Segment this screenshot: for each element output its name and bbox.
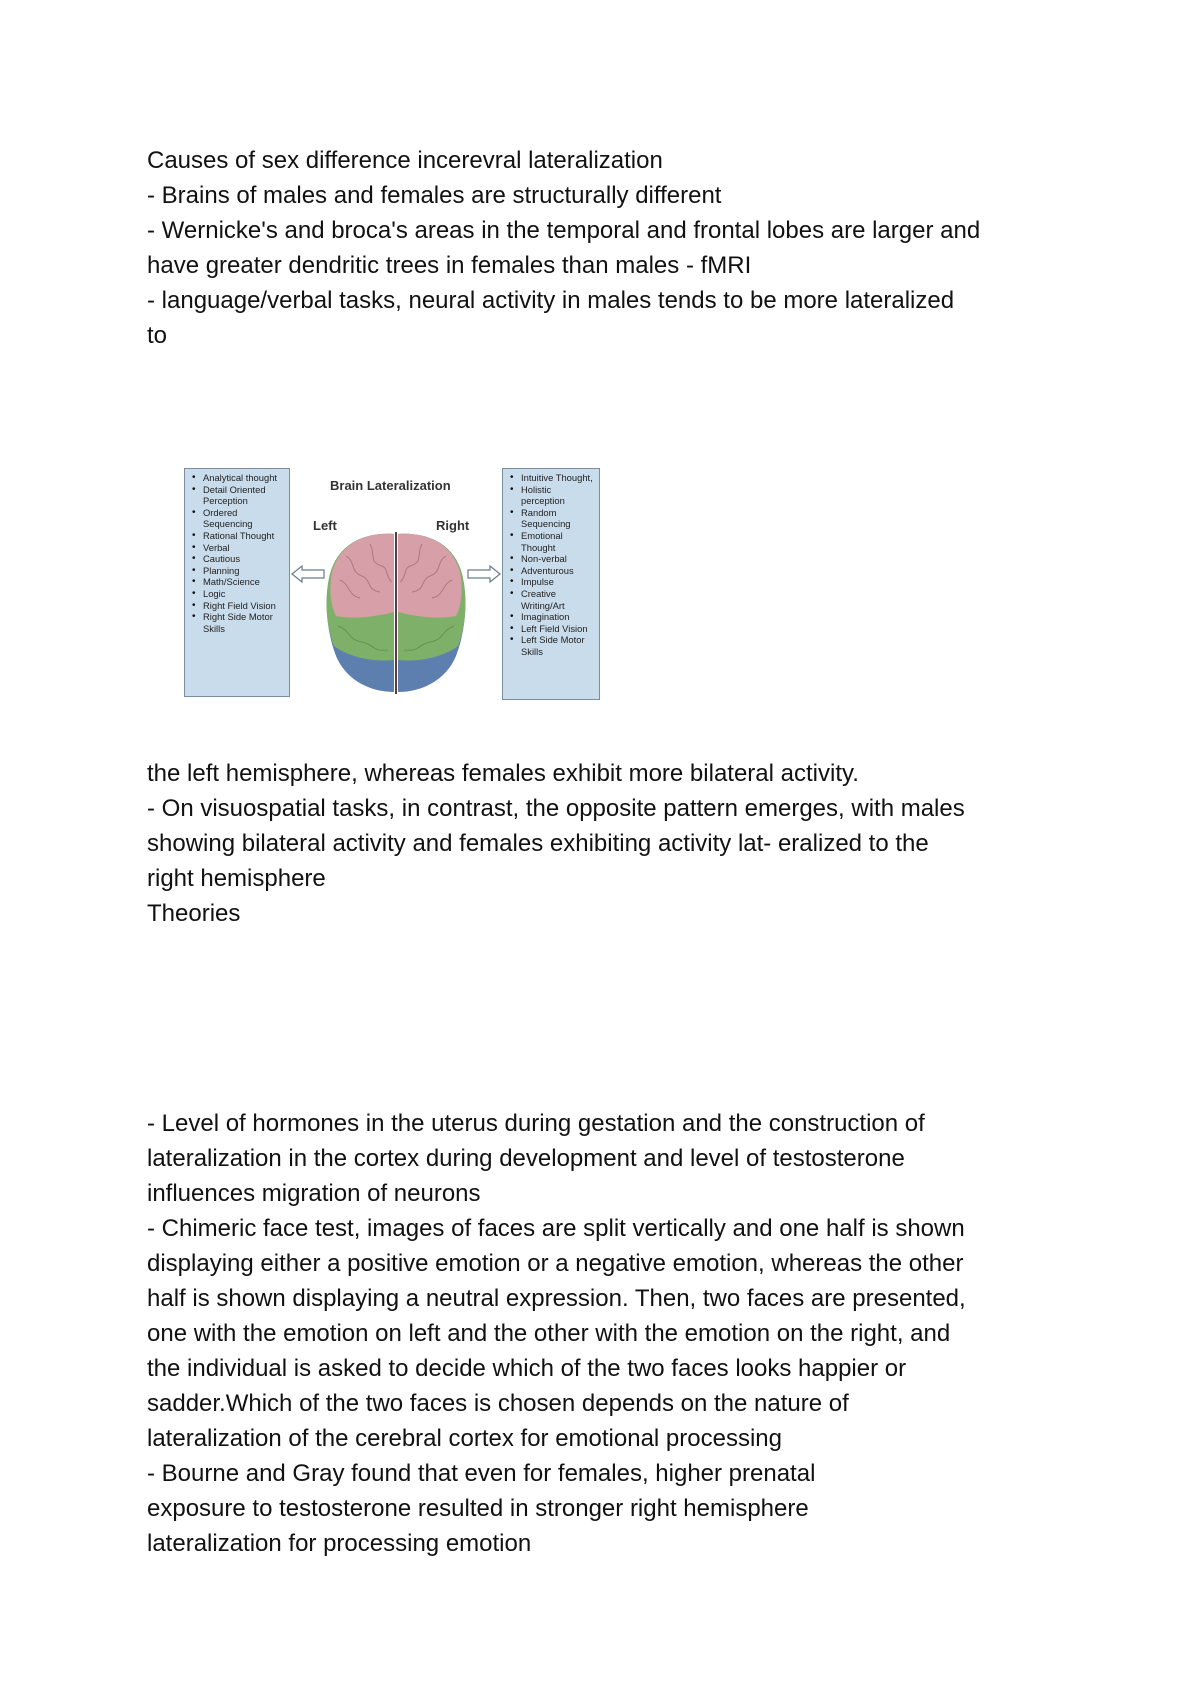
- text-line: - Brains of males and females are structurally different: [147, 182, 722, 209]
- list-item: • Cautious: [203, 553, 287, 565]
- list-item: • Adventurous: [521, 565, 597, 577]
- list-item: • Imagination: [521, 611, 597, 623]
- figure-title: Brain Lateralization: [330, 478, 451, 493]
- left-hemisphere-traits-panel: [184, 468, 290, 697]
- list-item: • Detail Oriented Perception: [203, 484, 287, 507]
- brain-illustration: [290, 526, 502, 698]
- text-line: exposure to testosterone resulted in stronger right hemisphere: [147, 1495, 809, 1522]
- text-line: showing bilateral activity and females exhibiting activity lat- eralized to the: [147, 830, 929, 857]
- list-item: • Non-verbal: [521, 553, 597, 565]
- text-line: right hemisphere: [147, 865, 326, 892]
- list-item: • Analytical thought: [203, 472, 287, 484]
- list-item: • Intuitive Thought,: [521, 472, 597, 484]
- text-block-causes: [147, 143, 1087, 353]
- right-traits-list: [507, 472, 597, 658]
- text-line: - Wernicke's and broca's areas in the temporal and frontal lobes are larger and: [147, 217, 981, 244]
- left-arrow-icon: [292, 566, 324, 582]
- text-block-continuation: [147, 756, 1087, 931]
- text-line: - Level of hormones in the uterus during gestation and the construction of: [147, 1110, 925, 1137]
- list-item: • Holistic perception: [521, 484, 597, 507]
- right-label: Right: [436, 518, 470, 533]
- list-item: • Right Field Vision: [203, 600, 287, 612]
- left-label: Left: [313, 518, 337, 533]
- heading-theories: Theories: [147, 900, 241, 927]
- list-item: • Logic: [203, 588, 287, 600]
- text-line: displaying either a positive emotion or a negative emotion, whereas the other: [147, 1250, 964, 1277]
- text-line: sadder.Which of the two faces is chosen depends on the nature of: [147, 1390, 849, 1417]
- list-item: • Left Side Motor Skills: [521, 634, 597, 657]
- brain-icon: [327, 532, 466, 694]
- text-line: have greater dendritic trees in females than males - fMRI: [147, 252, 752, 279]
- text-line: to: [147, 322, 168, 349]
- text-line: the individual is asked to decide which of the two faces looks happier or: [147, 1355, 907, 1382]
- list-item: • Verbal: [203, 542, 287, 554]
- list-item: • Random Sequencing: [521, 507, 597, 530]
- text-line: - language/verbal tasks, neural activity in males tends to be more lateralized: [147, 287, 955, 314]
- list-item: • Impulse: [521, 576, 597, 588]
- brain-lateralization-figure: [184, 468, 604, 700]
- text-line: - Chimeric face test, images of faces are split vertically and one half is shown: [147, 1215, 965, 1242]
- text-line: half is shown displaying a neutral expression. Then, two faces are presented,: [147, 1285, 966, 1312]
- list-item: • Rational Thought: [203, 530, 287, 542]
- list-item: • Creative Writing/Art: [521, 588, 597, 611]
- text-block-theories: [147, 1106, 1087, 1561]
- right-hemisphere-traits-panel: [502, 468, 600, 700]
- left-traits-list: [189, 472, 287, 634]
- list-item: • Right Side Motor Skills: [203, 611, 287, 634]
- text-line: the left hemisphere, whereas females exhibit more bilateral activity.: [147, 760, 859, 787]
- list-item: • Math/Science: [203, 576, 287, 588]
- text-line: - Bourne and Gray found that even for females, higher prenatal: [147, 1460, 816, 1487]
- right-arrow-icon: [468, 566, 500, 582]
- text-line: lateralization for processing emotion: [147, 1530, 532, 1557]
- text-line: one with the emotion on left and the other with the emotion on the right, and: [147, 1320, 951, 1347]
- list-item: • Ordered Sequencing: [203, 507, 287, 530]
- list-item: • Planning: [203, 565, 287, 577]
- heading-causes: Causes of sex difference incerevral lateralization: [147, 147, 663, 174]
- list-item: • Left Field Vision: [521, 623, 597, 635]
- text-line: influences migration of neurons: [147, 1180, 481, 1207]
- text-line: lateralization of the cerebral cortex for emotional processing: [147, 1425, 782, 1452]
- list-item: • Emotional Thought: [521, 530, 597, 553]
- text-line: lateralization in the cortex during development and level of testosterone: [147, 1145, 905, 1172]
- text-line: - On visuospatial tasks, in contrast, the opposite pattern emerges, with males: [147, 795, 965, 822]
